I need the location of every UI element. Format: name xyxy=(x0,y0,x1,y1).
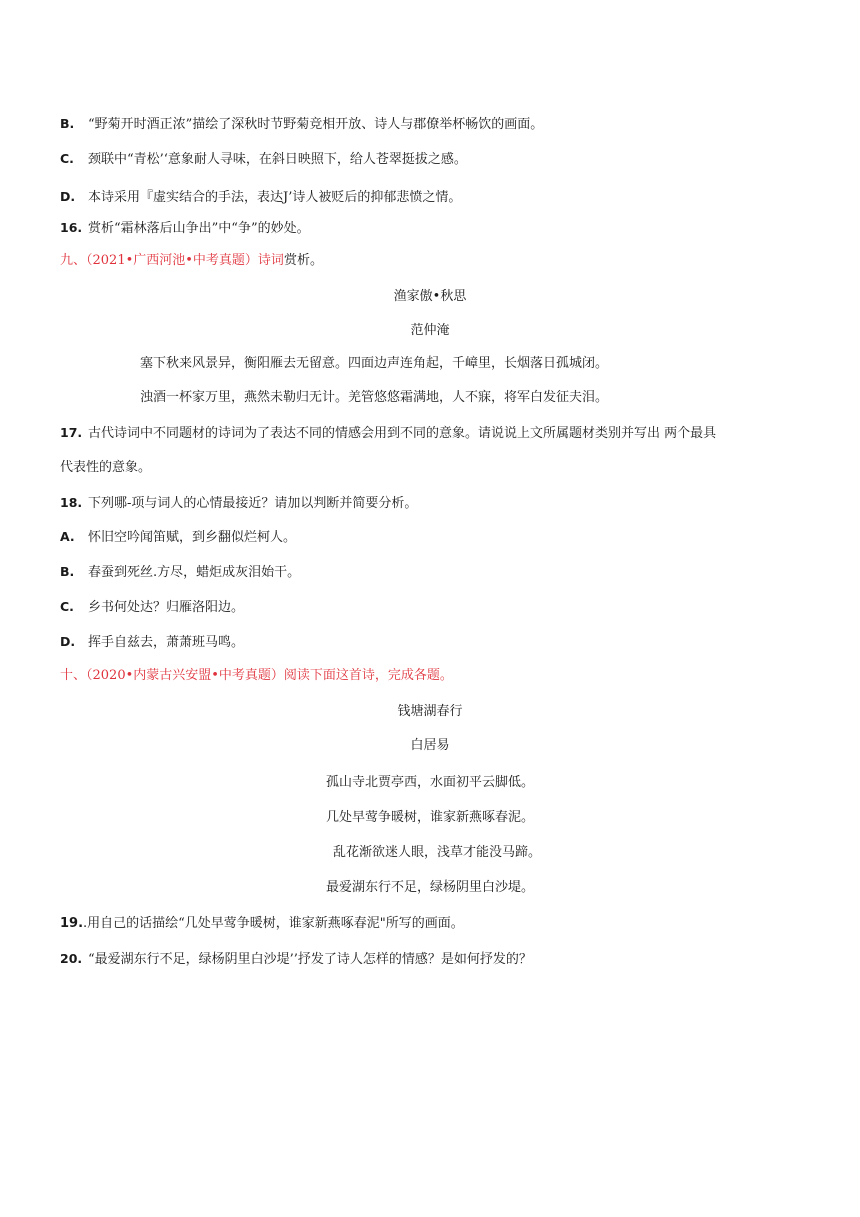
q15-option-b: B. “野菊开时酒正浓”描绘了深秋时节野菊竞相开放、诗人与郡僚举杯畅饮的画面。 xyxy=(60,116,544,132)
q18-option-a: A. 怀旧空吟闻笛赋，到乡翻似烂柯人。 xyxy=(60,529,297,545)
poem-line: 浊酒一杯家万里，燕然未勒归无计。羌管悠悠霜满地，人不寐，将军白发征夫泪。 xyxy=(140,390,609,405)
q15-option-c: C. 颈联中“青松’‘意象耐人寻味，在斜日映照下，给人苍翠挺拔之感。 xyxy=(60,151,467,167)
question-20: 20. “最爱湖东行不足，绿杨阴里白沙堤’’抒发了诗人怎样的情感？是如何抒发的？ xyxy=(60,951,532,967)
question-17-continued: 代表性的意象。 xyxy=(60,460,152,475)
poem-title-yujiaao: 渔家傲•秋思 xyxy=(393,289,467,304)
q18-option-b: B. 春蚕到死丝.方尽，蜡炬成灰泪始干。 xyxy=(60,564,301,580)
q18-option-c: C. 乡书何处达？归雁洛阳边。 xyxy=(60,599,245,615)
poem-author-fan-zhongyan: 范仲淹 xyxy=(410,323,450,338)
poem-title-qiantang: 钱塘湖春行 xyxy=(397,704,463,719)
question-18: 18. 下列哪-项与词人的心情最接近？请加以判断并简要分析。 xyxy=(60,495,418,511)
question-19: 19..用自己的话描绘“几处早莺争暖树，谁家新燕啄春泥"所写的画面。 xyxy=(60,916,464,931)
poem-line: 几处早莺争暖树，谁家新燕啄春泥。 xyxy=(325,810,534,825)
poem-line: 最爱湖东行不足，绿杨阴里白沙堤。 xyxy=(325,880,534,895)
poem-author-bai-juyi: 白居易 xyxy=(410,738,450,753)
poem-line: 塞下秋来风景异，衡阳雁去无留意。四面边声连角起，千嶂里，长烟落日孤城闭。 xyxy=(140,356,609,371)
q15-option-d: D. 本诗采用『虚实结合的手法，表达J’诗人被贬后的抑郁悲愤之情。 xyxy=(60,189,462,205)
poem-line: 乱花渐欲迷人眼，浅草才能没马蹄。 xyxy=(332,845,541,860)
section-10-heading: 十、（2020•内蒙古兴安盟•中考真题）阅读下面这首诗，完成各题。 xyxy=(60,668,453,683)
poem-line: 孤山寺北贾亭西，水面初平云脚低。 xyxy=(325,775,534,790)
question-17: 17. 古代诗词中不同题材的诗词为了表达不同的情感会用到不同的意象。请说说上文所属题材类别并写出 两个最具 xyxy=(60,425,717,441)
section-9-heading: 九、（2021•广西河池•中考真题）诗词赏析。 xyxy=(60,253,323,268)
q18-option-d: D. 挥手自兹去，萧萧班马鸣。 xyxy=(60,634,245,650)
question-16: 16. 赏析“霜林落后山争出”中“争”的妙处。 xyxy=(60,220,310,236)
